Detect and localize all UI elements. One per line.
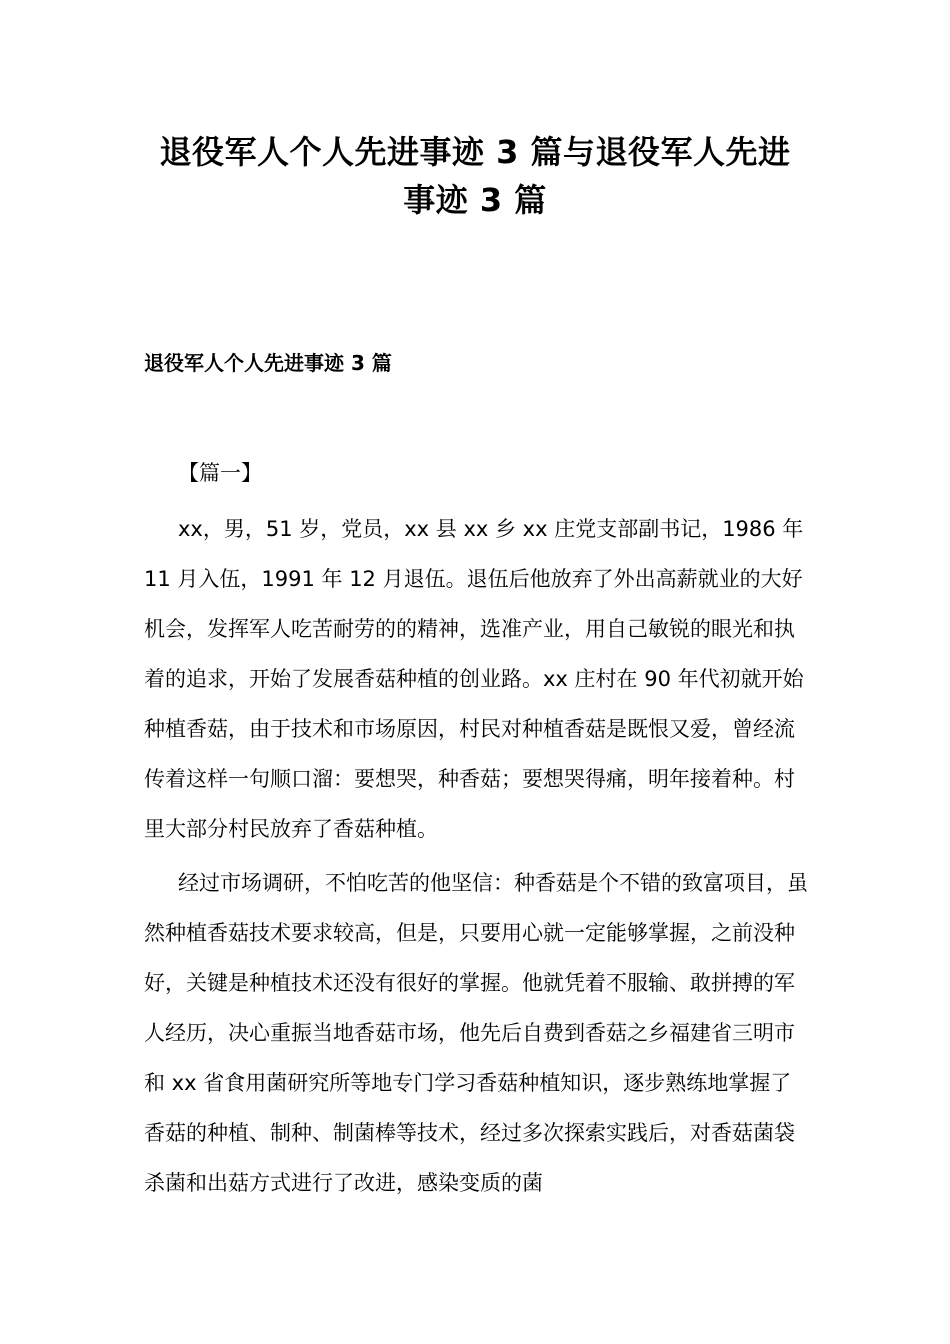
chapter-label: 【篇一】 [178,461,262,485]
title-line-2: 事迹 3 篇 [403,181,547,219]
title-line-1: 退役军人个人先进事迹 3 篇与退役军人先进 [159,133,791,171]
body-paragraph-2: 经过市场调研，不怕吃苦的他坚信：种香菇是个不错的致富项目，虽然种植香菇技术要求较高，但是，只要用心就一定能够掌握，之前没种好，关键是种植技术还没有很好的掌握。他就凭着不服输、敢拼搏的军人经历，决心重振当地香菇市场，他先后自费到香菇之乡福建省三明市和 xx 省食用菌研究所等地专门学习香菇种植知识，逐步熟练地掌握了香菇的种植、制种、制菌棒等技术，经过多次探索实践后，对香菇菌袋杀菌和出菇方式进行了改进，感染变质的菌 [144,871,808,1195]
section-heading: 退役军人个人先进事迹 3 篇 [144,351,392,375]
body-paragraph-1: xx，男，51 岁，党员，xx 县 xx 乡 xx 庄党支部副书记，1986 年 11 月入伍，1991 年 12 月退伍。退伍后他放弃了外出高薪就业的大好机会，发挥军人吃苦耐劳的的精神，选准产业，用自己敏锐的眼光和执着的追求，开始了发展香菇种植的创业路。xx 庄村在 90 年代初就开始种植香菇，由于技术和市场原因，村民对种植香菇是既恨又爱，曾经流传着这样一句顺口溜：要想哭，种香菇；要想哭得痛，明年接着种。村里大部分村民放弃了香菇种植。 [144,517,804,841]
document-title [0,128,950,224]
